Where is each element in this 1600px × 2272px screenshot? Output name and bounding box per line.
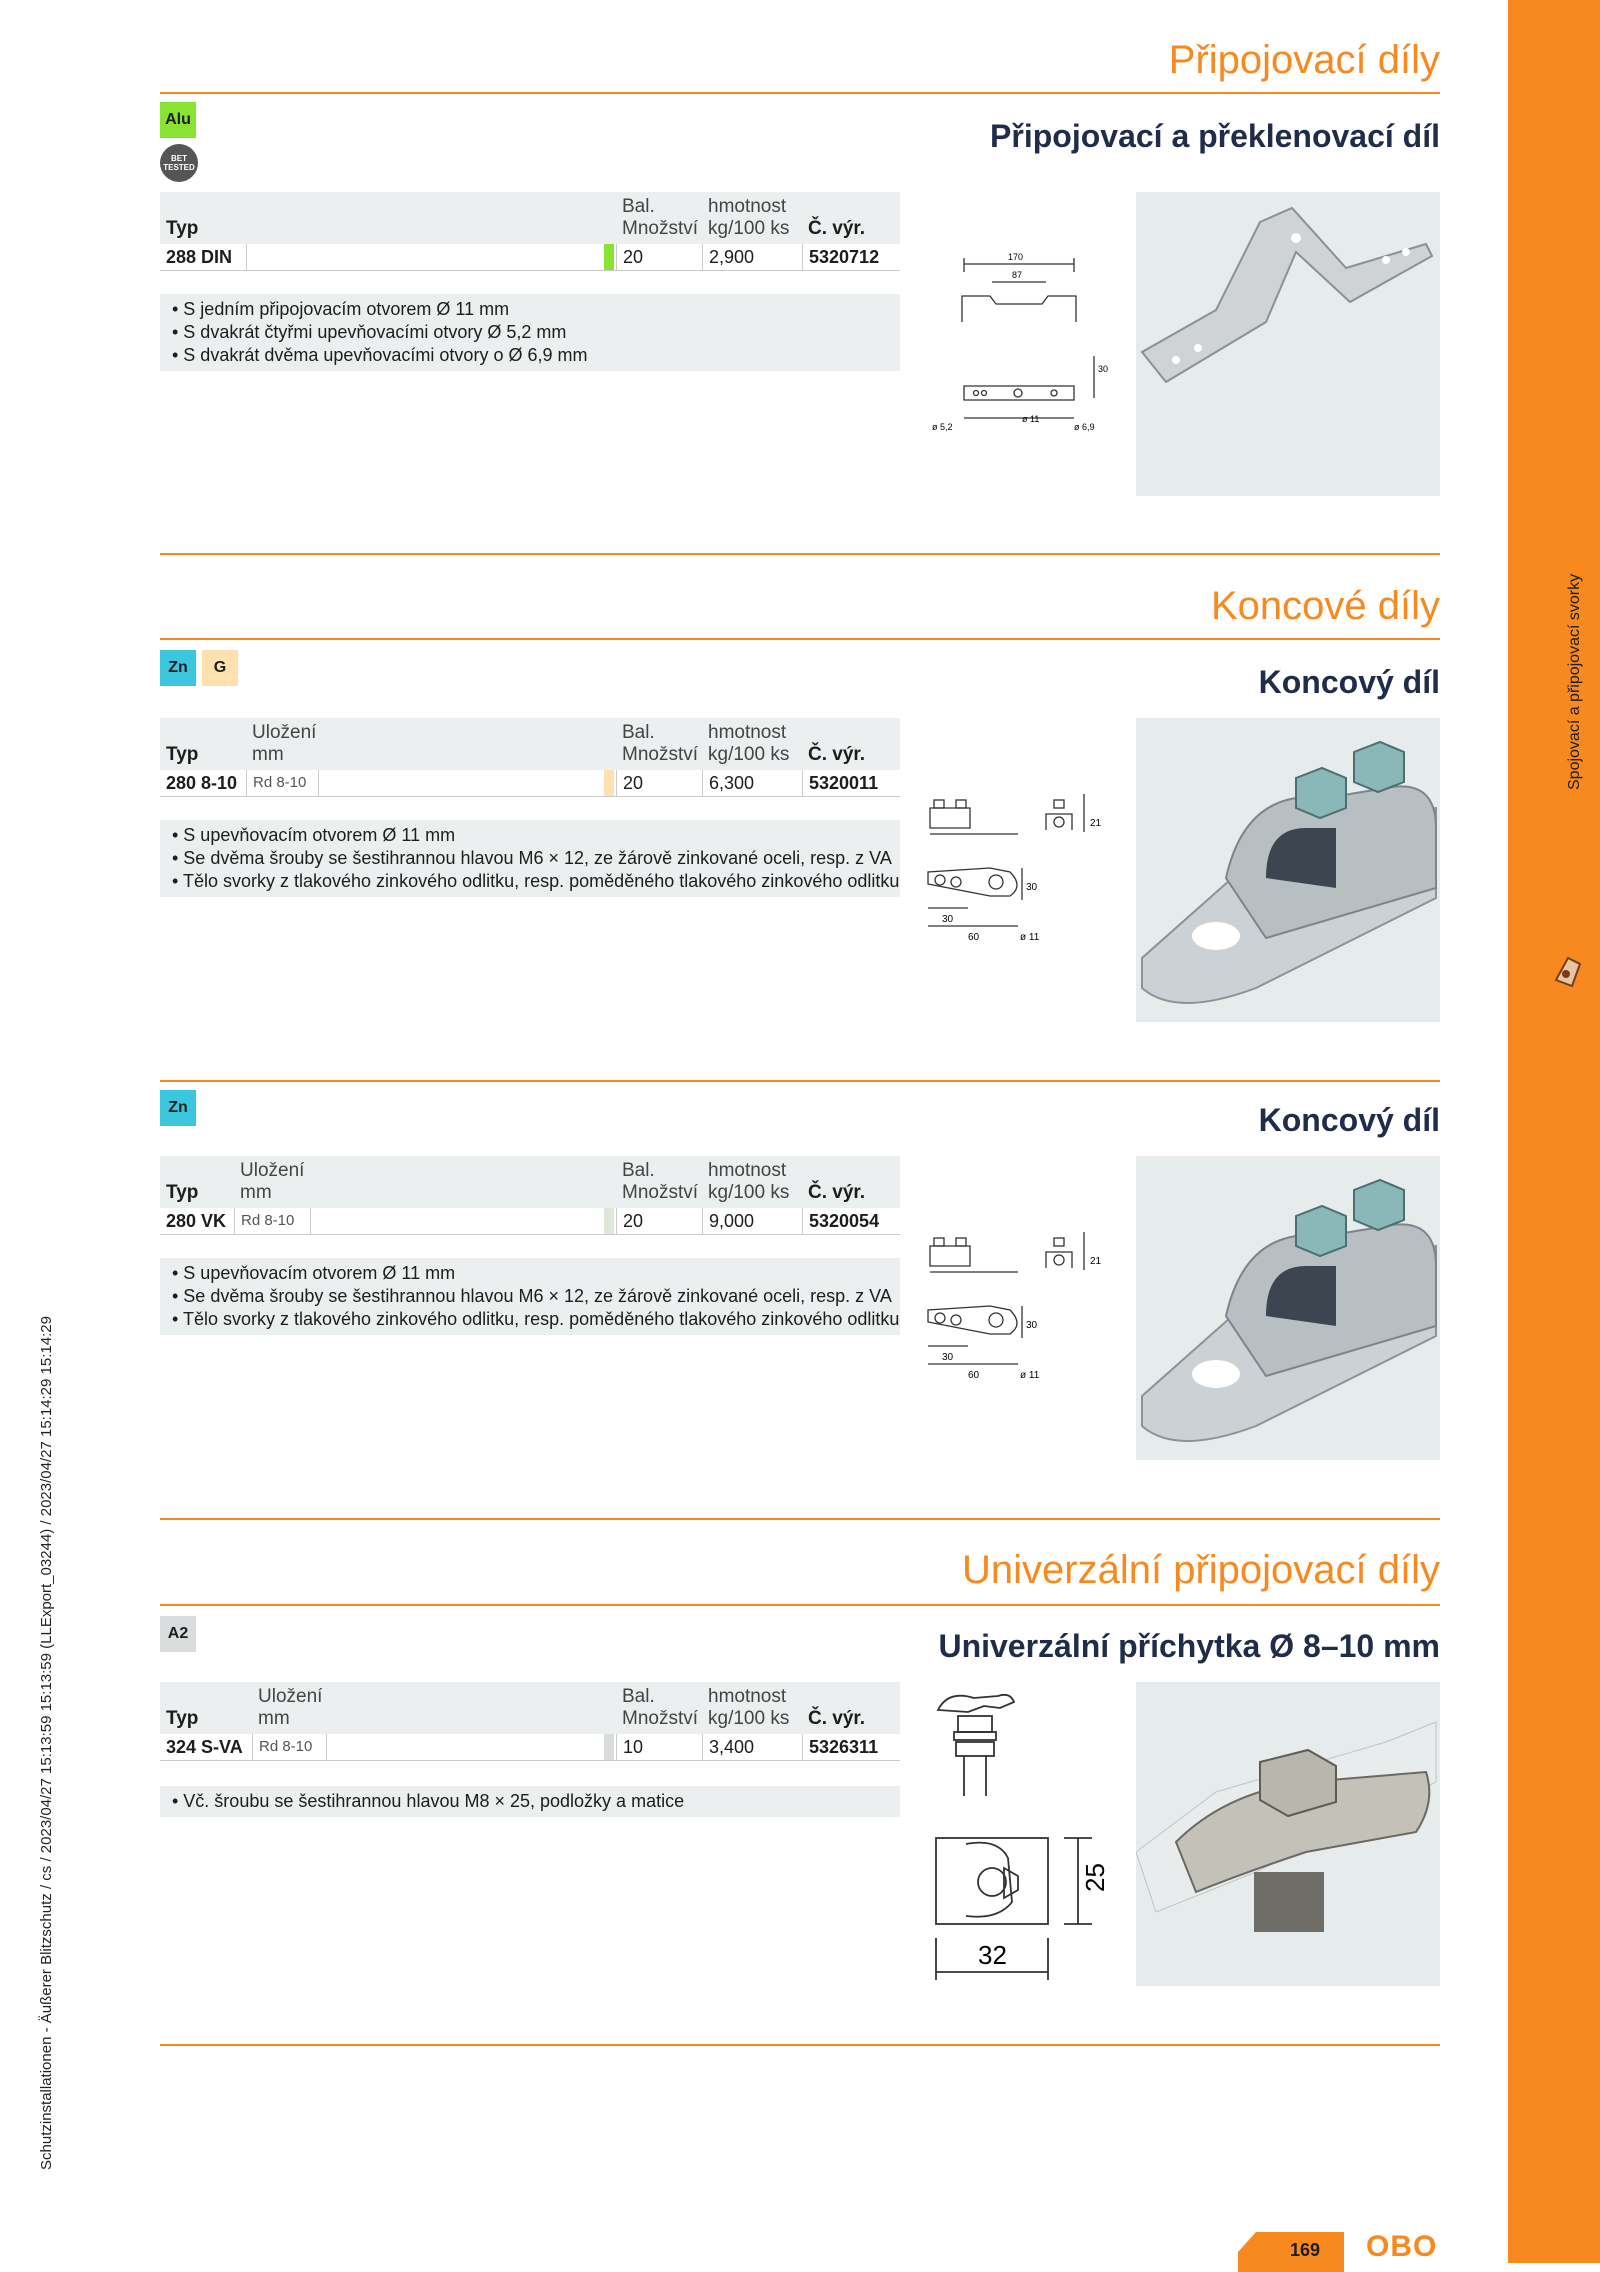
- material-badge-g: G: [202, 650, 238, 686]
- cell-typ: 324 S-VA: [166, 1737, 243, 1757]
- section-divider: [160, 2044, 1440, 2046]
- col-typ: Typ: [166, 1708, 199, 1729]
- col-hmotnost: hmotnost: [708, 1686, 787, 1707]
- product-title-288: Připojovací a překlenovací díl: [990, 118, 1440, 154]
- col-kg: kg/100 ks: [708, 744, 790, 765]
- cell-typ: 280 VK: [166, 1211, 227, 1231]
- col-bal: Bal.: [622, 1686, 655, 1707]
- table-row: [160, 770, 900, 797]
- section-divider: [160, 553, 1440, 555]
- note-item: • Se dvěma šrouby se šestihrannou hlavou M6 × 12, ze žárově zinkované oceli, resp. z VA: [172, 848, 892, 868]
- dim-label: 21: [1090, 818, 1102, 829]
- dim-label: 170: [1008, 252, 1024, 262]
- dim-label: 30: [942, 1352, 954, 1363]
- cell-weight: 2,900: [702, 244, 754, 270]
- product-table-288: [160, 192, 900, 271]
- notes-288: [160, 294, 900, 371]
- col-bal: Bal.: [622, 196, 655, 217]
- material-swatch: [604, 244, 614, 270]
- bet-tested-icon: [160, 144, 198, 182]
- dim-label: 87: [1012, 270, 1023, 280]
- dim-label: 30: [1098, 364, 1109, 374]
- col-ulozeni: Uložení: [252, 722, 317, 743]
- table-header: [160, 1682, 900, 1734]
- col-mnozstvi: Množství: [622, 1708, 699, 1729]
- note-item: • Se dvěma šrouby se šestihrannou hlavou M6 × 12, ze žárově zinkované oceli, resp. z VA: [172, 1286, 892, 1306]
- tested-label: BET TESTED: [163, 154, 195, 172]
- cell-ulozeni: Rd 8-10: [252, 1734, 312, 1760]
- section-title-connectors: Připojovací díly: [1168, 38, 1440, 82]
- section-divider: [160, 1080, 1440, 1082]
- table-header: [160, 1156, 900, 1208]
- sidebar-label: Spojovací a připojovací svorky: [1566, 573, 1583, 790]
- cell-weight: 9,000: [702, 1208, 754, 1234]
- dim-label: ø 11: [1022, 414, 1040, 424]
- material-swatch: [604, 770, 614, 796]
- obo-logo: OBO: [1366, 2230, 1438, 2263]
- col-ulozeni: Uložení: [258, 1686, 323, 1707]
- dim-label: 21: [1090, 1256, 1102, 1267]
- col-mnozstvi: Množství: [622, 744, 699, 765]
- note-item: • S upevňovacím otvorem Ø 11 mm: [172, 825, 456, 845]
- note-item: • S upevňovacím otvorem Ø 11 mm: [172, 1263, 456, 1283]
- cell-bal: 20: [616, 244, 643, 270]
- cell-empty: [310, 1208, 605, 1234]
- col-mnozstvi: Množství: [622, 218, 699, 239]
- col-mm: mm: [252, 744, 284, 765]
- technical-drawing-280-8-10: [920, 790, 1120, 960]
- table-header: [160, 718, 900, 770]
- col-bal: Bal.: [622, 1160, 655, 1181]
- col-cvyr: Č. výr.: [808, 218, 866, 239]
- section-title-end-parts: Koncové díly: [1210, 584, 1440, 628]
- col-typ: Typ: [166, 1182, 199, 1203]
- note-item: • Tělo svorky z tlakového zinkového odlitku, resp. poměděného tlakového zinkového odlitku: [172, 1309, 900, 1329]
- col-kg: kg/100 ks: [708, 1708, 790, 1729]
- note-item: • Vč. šroubu se šestihrannou hlavou M8 × 25, podložky a matice: [172, 1791, 685, 1811]
- cell-art: 5320011: [802, 770, 878, 796]
- col-ulozeni: Uložení: [240, 1160, 305, 1181]
- note-item: • S jedním připojovacím otvorem Ø 11 mm: [172, 299, 510, 319]
- table-row: [160, 244, 900, 271]
- cell-weight: 6,300: [702, 770, 754, 796]
- col-cvyr: Č. výr.: [808, 1182, 866, 1203]
- dim-label: 30: [1026, 882, 1038, 893]
- table-row: [160, 1208, 900, 1235]
- col-kg: kg/100 ks: [708, 1182, 790, 1203]
- col-hmotnost: hmotnost: [708, 1160, 787, 1181]
- cell-bal: 20: [616, 770, 643, 796]
- product-photo-288: [1136, 192, 1440, 496]
- product-table-324: [160, 1682, 900, 1761]
- material-badge-a2: A2: [160, 1616, 196, 1652]
- col-cvyr: Č. výr.: [808, 1708, 866, 1729]
- table-header: [160, 192, 900, 244]
- col-bal: Bal.: [622, 722, 655, 743]
- print-metadata: Schutzinstallationen - Äußerer Blitzschutz / cs / 2023/04/27 15:13:59 15:13:59 (LLExport_03244) / 2023/04/27 15:14:29 15:14:29: [38, 1316, 55, 2170]
- dim-label: ø 11: [1020, 932, 1040, 943]
- cell-art: 5320054: [802, 1208, 879, 1234]
- dim-label: 60: [968, 1370, 980, 1381]
- section-divider: [160, 1604, 1440, 1606]
- dim-label: 32: [978, 1940, 1007, 1970]
- dim-label: ø 11: [1020, 1370, 1040, 1381]
- col-typ: Typ: [166, 218, 199, 239]
- product-title-324: Univerzální příchytka Ø 8–10 mm: [938, 1628, 1440, 1664]
- col-hmotnost: hmotnost: [708, 196, 787, 217]
- note-item: • Tělo svorky z tlakového zinkového odlitku, resp. poměděného tlakového zinkového odlitku: [172, 871, 900, 891]
- dim-label: 60: [968, 932, 980, 943]
- cell-art: 5320712: [802, 244, 879, 270]
- cell-bal: 20: [616, 1208, 643, 1234]
- cell-ulozeni: Rd 8-10: [246, 770, 306, 796]
- col-cvyr: Č. výr.: [808, 744, 866, 765]
- col-kg: kg/100 ks: [708, 218, 790, 239]
- sidebar-strip: [1508, 0, 1600, 2263]
- table-row: [160, 1734, 900, 1761]
- cell-typ: 280 8-10: [166, 773, 238, 793]
- clamp-icon: [1550, 950, 1586, 994]
- note-item: • S dvakrát čtyřmi upevňovacími otvory Ø 5,2 mm: [172, 322, 567, 342]
- product-title-280-vk: Koncový díl: [1258, 1102, 1440, 1138]
- product-photo-280-8-10: [1136, 718, 1440, 1022]
- dim-label: ø 5,2: [932, 422, 953, 432]
- technical-drawing-324: [928, 1688, 1128, 1988]
- cell-bal: 10: [616, 1734, 643, 1760]
- cell-art: 5326311: [802, 1734, 878, 1760]
- cell-empty: [326, 1734, 605, 1760]
- material-swatch: [604, 1208, 614, 1234]
- col-mm: mm: [258, 1708, 290, 1729]
- product-title-280-8-10: Koncový díl: [1258, 664, 1440, 700]
- material-badge-alu: Alu: [160, 102, 196, 138]
- section-divider: [160, 638, 1440, 640]
- cell-ulozeni: Rd 8-10: [234, 1208, 294, 1234]
- section-title-universal: Univerzální připojovací díly: [962, 1548, 1440, 1592]
- product-photo-280-vk: [1136, 1156, 1440, 1460]
- cell-typ: 288 DIN: [166, 247, 233, 267]
- dim-label: ø 6,9: [1074, 422, 1095, 432]
- notes-324: [160, 1786, 900, 1817]
- product-table-280-vk: [160, 1156, 900, 1235]
- col-hmotnost: hmotnost: [708, 722, 787, 743]
- page-number: 169: [1290, 2240, 1321, 2260]
- dim-label: 25: [1080, 1863, 1110, 1892]
- technical-drawing-280-vk: [920, 1228, 1120, 1398]
- section-divider: [160, 1518, 1440, 1520]
- dim-label: 30: [942, 914, 954, 925]
- material-badge-zn: Zn: [160, 1090, 196, 1126]
- notes-280-vk: [160, 1258, 900, 1335]
- dim-label: 30: [1026, 1320, 1038, 1331]
- material-badge-zn: Zn: [160, 650, 196, 686]
- col-mm: mm: [240, 1182, 272, 1203]
- cell-empty: [318, 770, 605, 796]
- notes-280-8-10: [160, 820, 900, 897]
- note-item: • S dvakrát dvěma upevňovacími otvory o Ø 6,9 mm: [172, 345, 588, 365]
- product-table-280-8-10: [160, 718, 900, 797]
- cell-weight: 3,400: [702, 1734, 754, 1760]
- col-typ: Typ: [166, 744, 199, 765]
- section-divider: [160, 92, 1440, 94]
- product-photo-324: [1136, 1682, 1440, 1986]
- technical-drawing-288: [924, 248, 1124, 448]
- col-mnozstvi: Množství: [622, 1182, 699, 1203]
- material-swatch: [604, 1734, 614, 1760]
- cell-empty: [246, 244, 613, 270]
